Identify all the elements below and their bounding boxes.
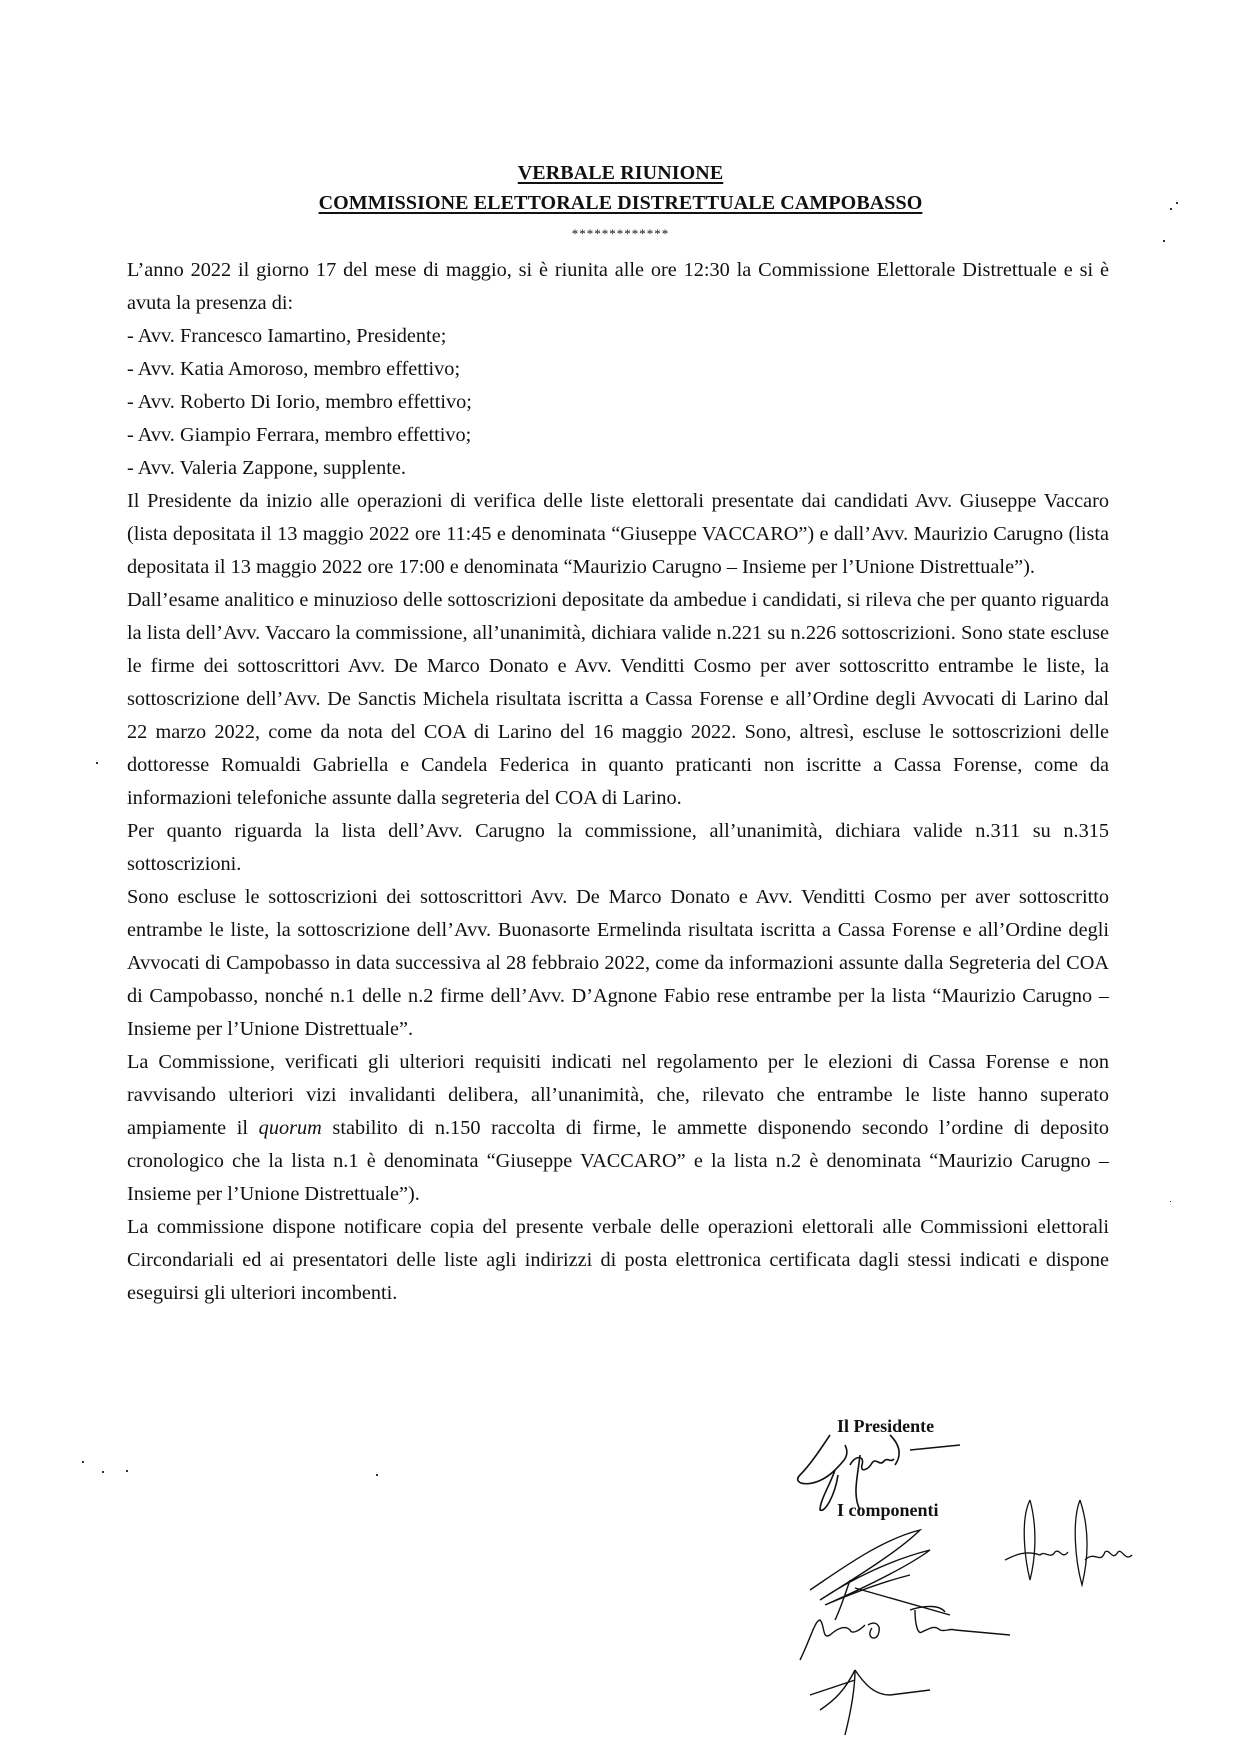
carugno-exclusions-paragraph: Sono escluse le sottoscrizioni dei sottoscrittori Avv. De Marco Donato e Avv. Venditti Cosmo per aver sottoscritto entrambe le liste, la sottoscrizione dell’Avv. Buonasorte Ermelinda risultata iscritta a Cassa Forense e all’Ordine degli Avvocati di Campobasso in data successiva al 28 febbraio 2022, come da informazioni assunte dalla Segreteria del COA di Campobasso, nonché n.1 delle n.2 firme dell’Avv. D’Agnone Fabio rese entrambe per la lista “Maurizio Carugno – Insieme per l’Unione Distrettuale”. [127, 886, 1109, 1040]
notification-paragraph: La commissione dispone notificare copia del presente verbale delle operazioni elettorali alle Commissioni elettorali Circondariali ed ai presentatori delle liste agli indirizzi di posta elettronica certificata dagli stessi indicati e dispone eseguirsi gli ulteriori incombenti. [127, 1216, 1109, 1304]
attendee-member-2: - Avv. Roberto Di Iorio, membro effettivo; [127, 391, 472, 413]
vaccaro-verification-paragraph: Dall’esame analitico e minuzioso delle sottoscrizioni depositate da ambedue i candidati, si rileva che per quanto riguarda la lista dell’Avv. Vaccaro la commissione, all’unanimità, dichiara valide n.221 su n.226 sottoscrizioni. Sono state escluse le firme dei sottoscrittori Avv. De Marco Donato e Avv. Venditti Cosmo per aver sottoscritto entrambe le liste, la sottoscrizione dell’Avv. De Sanctis Michela risultata iscritta a Cassa Forense e all’Ordine degli Avvocati di Larino dal 22 marzo 2022, come da nota del COA di Larino del 16 maggio 2022. Sono, altresì, escluse le sottoscrizioni delle dottoresse Romualdi Gabriella e Candela Federica in quanto praticanti non iscritte a Cassa Forense, come da informazioni telefoniche assunte dalla segreteria del COA di Larino. [127, 589, 1109, 809]
scan-speck [82, 1461, 84, 1463]
attendee-member-1: - Avv. Katia Amoroso, membro effettivo; [127, 358, 461, 380]
quorum-italic: quorum [258, 1117, 322, 1139]
scan-speck [1170, 1201, 1171, 1202]
document-title [0, 162, 1241, 185]
attendee-president: - Avv. Francesco Iamartino, Presidente; [127, 325, 447, 347]
document-subtitle [0, 192, 1241, 215]
separator-stars: ************* [571, 226, 670, 241]
scan-speck [1163, 240, 1165, 242]
title-line-1: VERBALE RIUNIONE [517, 162, 724, 184]
scan-speck [96, 762, 98, 764]
member-signature-3 [800, 1640, 940, 1740]
members-signature-label: I componenti [837, 1500, 939, 1520]
admission-paragraph: La Commissione, verificati gli ulteriori requisiti indicati nel regolamento per le elezioni di Cassa Forense e non ravvisando ulteriori vizi invalidanti delibera, all’unanimità, che, rilevato che entrambe le liste hanno superato ampiamente il quorum stabilito di n.150 raccolta di firme, le ammette disponendo secondo l’ordine di deposito cronologico che la lista n.1 è denominata “Giuseppe VACCARO” e la lista n.2 è denominata “Maurizio Carugno – Insieme per l’Unione Distrettuale”). [127, 1051, 1109, 1205]
scan-speck [102, 1471, 104, 1473]
scan-speck [1170, 208, 1172, 210]
attendee-member-3: - Avv. Giampio Ferrara, membro effettivo; [127, 424, 472, 446]
carugno-verification-paragraph: Per quanto riguarda la lista dell’Avv. Carugno la commissione, all’unanimità, dichiara valide n.311 su n.315 sottoscrizioni. [127, 820, 1109, 875]
president-signature [790, 1415, 1010, 1515]
document-body [127, 254, 1109, 1310]
attendee-substitute: - Avv. Valeria Zappone, supplente. [127, 457, 406, 479]
scan-speck [1176, 202, 1178, 204]
scan-speck [126, 1470, 128, 1472]
member-signature-4 [1000, 1490, 1140, 1600]
opening-paragraph: L’anno 2022 il giorno 17 del mese di maggio, si è riunita alle ore 12:30 la Commissione Elettorale Distrettuale e si è avuta la presenza di: [127, 259, 1109, 314]
scan-speck [376, 1474, 378, 1476]
president-signature-label: Il Presidente [837, 1416, 935, 1436]
title-line-2: COMMISSIONE ELETTORALE DISTRETTUALE CAMPOBASSO [318, 192, 923, 214]
lists-presented-paragraph: Il Presidente da inizio alle operazioni di verifica delle liste elettorali presentate dai candidati Avv. Giuseppe Vaccaro (lista depositata il 13 maggio 2022 ore 11:45 e denominata “Giuseppe VACCARO”) e dall’Avv. Maurizio Carugno (lista depositata il 13 maggio 2022 ore 17:00 e denominata “Maurizio Carugno – Insieme per l’Unione Distrettuale”). [127, 490, 1109, 578]
